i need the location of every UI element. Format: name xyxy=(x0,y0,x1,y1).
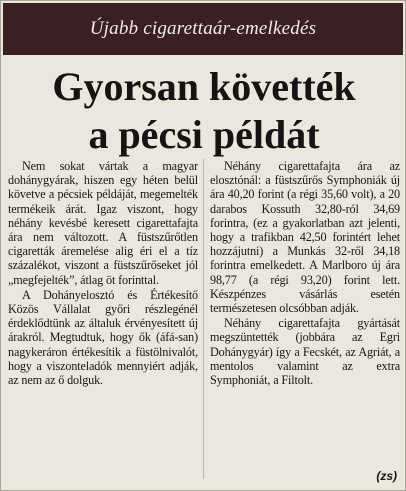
left-paragraph-2: A Dohányelosztó és Értékesítő Közös Vállalat győri részlegénél érdeklődtünk az általuk érvényesített új árakról. Megtudtuk, hogy ők (áfá-san) nagykeráron értékesítik a füstölnivalót, hogy a viszonteladók mennyiért adják, az nem az ő dolguk. xyxy=(8,287,198,388)
article-body xyxy=(8,159,400,387)
author-signature: (zs) xyxy=(376,469,397,483)
column-divider xyxy=(203,159,204,479)
headline-line-1: Gyorsan követték xyxy=(52,64,356,109)
headline xyxy=(1,63,406,159)
left-paragraph-1: Nem sokat vártak a magyar dohánygyárak, hiszen egy héten belül követve a pécsiek példáját, megemelték termékeik árát. Igaz viszont, hogy néhány kevésbé keresett cigarettafajta ára nem változott. A füstszűrőtlen cigaretták áremelése alig éri el a tíz százalékot, viszont a füstszűrőseket jól „megfejelték”, átlag öt forinttal. xyxy=(8,159,198,287)
left-column xyxy=(8,159,198,387)
right-column xyxy=(210,159,400,387)
right-paragraph-2: Néhány cigarettafajta gyártását megszüntették (jobbára az Egri Dohánygyár) így a Fecskét, az Agriát, a mentolos valamint az extra Symphoniát, a Filtolt. xyxy=(210,316,400,388)
kicker-text: Újabb cigarettaár-emelkedés xyxy=(89,18,317,39)
right-paragraph-1: Néhány cigarettafajta ára az elosztónál: a füstszűrős Symphoniák új ára 40,20 forint (a régi 35,60 volt), a 20 darabos Kossuth 32,80-ról 34,69 forintra, (ez a gyakorlatban azt jelenti, hogy a trafikban 42,50 forintért lehet hozzájutni) a Munkás 32-ről 34,18 forintra emelkedett. A Marlboro új ára 98,77 (a régi 93,20) forint lett. Készpénzes vásárlás esetén természetesen olcsóbban adják. xyxy=(210,159,400,316)
headline-line-2: a pécsi példát xyxy=(88,112,320,157)
kicker-banner xyxy=(3,3,403,55)
